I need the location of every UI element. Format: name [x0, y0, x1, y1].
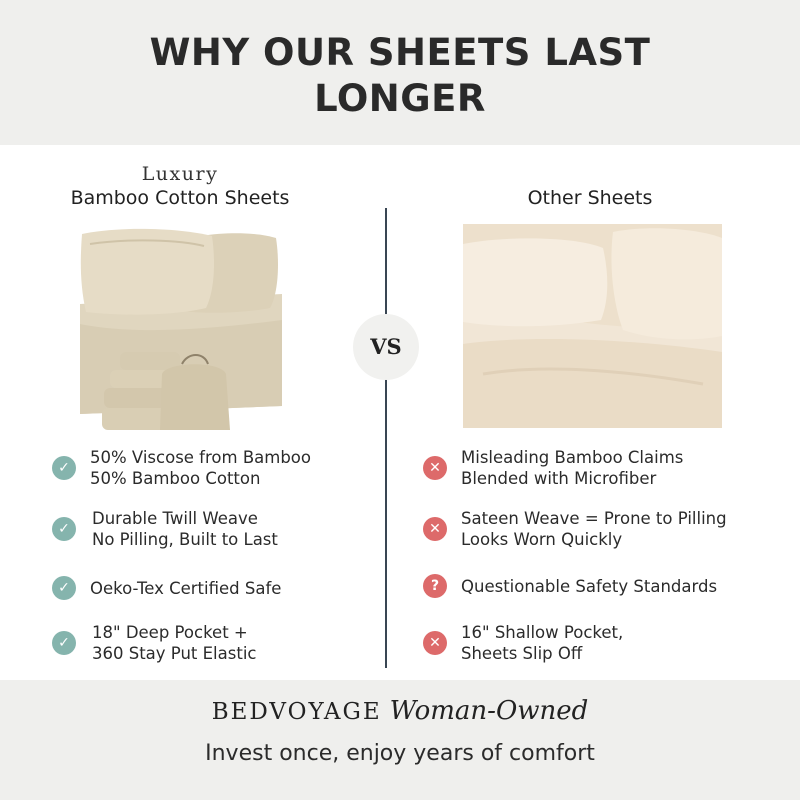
left-feature-3 [52, 576, 281, 600]
x-icon: ✕ [423, 517, 447, 541]
feature-text: Misleading Bamboo Claims [461, 448, 684, 467]
right-feature-4 [423, 622, 623, 664]
feature-text: Blended with Microfiber [461, 469, 657, 488]
left-feature-1 [52, 447, 311, 489]
feature-text: Looks Worn Quickly [461, 530, 623, 549]
brand-note: Woman-Owned [389, 696, 589, 726]
bamboo-sheets-photo [80, 224, 282, 438]
left-kicker: Luxury [141, 163, 219, 185]
feature-text: Durable Twill Weave [92, 509, 258, 528]
page-title [0, 30, 800, 122]
brand-line [0, 696, 800, 726]
column-divider [385, 208, 387, 668]
brand-logo: BEDVOYAGE [211, 699, 382, 725]
vs-badge: VS [353, 314, 419, 380]
feature-text: Questionable Safety Standards [461, 576, 718, 596]
check-icon: ✓ [52, 631, 76, 655]
question-icon: ? [423, 574, 447, 598]
left-feature-4 [52, 622, 256, 664]
x-icon: ✕ [423, 631, 447, 655]
check-icon: ✓ [52, 576, 76, 600]
title-line-2: LONGER [314, 77, 486, 120]
header-band [0, 0, 800, 145]
feature-text: 16" Shallow Pocket, [461, 623, 624, 642]
feature-text: No Pilling, Built to Last [92, 530, 278, 549]
tagline: Invest once, enjoy years of comfort [205, 741, 595, 766]
feature-text: Sheets Slip Off [461, 644, 583, 663]
title-line-1: WHY OUR SHEETS LAST [149, 31, 651, 74]
other-sheets-photo [463, 224, 722, 428]
feature-text: 50% Viscose from Bamboo [90, 448, 311, 467]
check-icon: ✓ [52, 517, 76, 541]
right-feature-3 [423, 574, 717, 598]
feature-text: 50% Bamboo Cotton [90, 469, 261, 488]
feature-text: Sateen Weave = Prone to Pilling [461, 509, 727, 528]
right-feature-1 [423, 447, 683, 489]
feature-text: Oeko-Tex Certified Safe [90, 578, 282, 598]
right-column-title: Other Sheets [527, 187, 653, 209]
feature-text: 360 Stay Put Elastic [92, 644, 257, 663]
x-icon: ✕ [423, 456, 447, 480]
right-feature-2 [423, 508, 727, 550]
check-icon: ✓ [52, 456, 76, 480]
left-column-title: Bamboo Cotton Sheets [70, 187, 290, 209]
left-feature-2 [52, 508, 278, 550]
feature-text: 18" Deep Pocket + [92, 623, 248, 642]
